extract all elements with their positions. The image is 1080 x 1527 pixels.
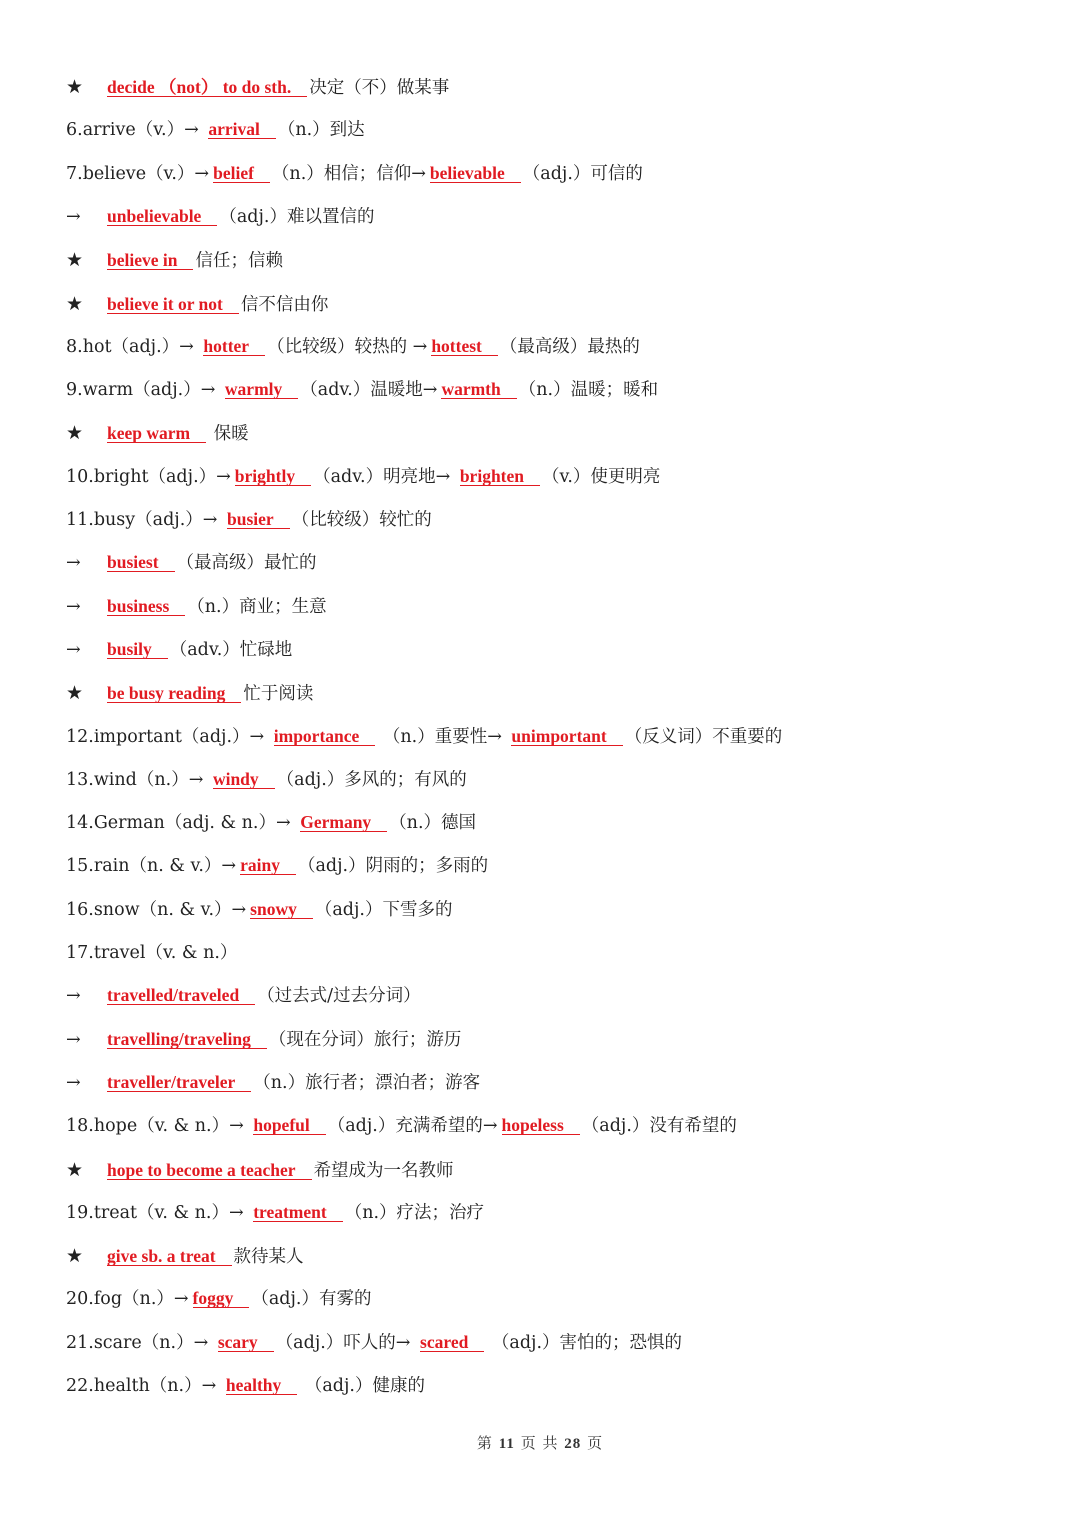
answer-blank: business	[107, 597, 185, 616]
vocab-line	[66, 1155, 454, 1185]
vocab-text: 13.wind（n.）→	[66, 769, 209, 790]
vocab-text: （adv.）明亮地→	[313, 466, 456, 487]
vocab-text: 7.believe（v.）→	[66, 163, 210, 184]
footer-label-total: 共	[542, 1434, 559, 1452]
vocab-line	[66, 548, 317, 578]
star-icon: ★	[66, 292, 84, 315]
vocab-text: 信不信由你	[240, 294, 329, 315]
vocab-line	[66, 289, 328, 319]
star-icon: ★	[66, 1158, 84, 1181]
vocab-text: 11.busy（adj.）→	[66, 510, 224, 530]
answer-blank: decide （not） to do sth.	[107, 78, 307, 97]
answer-blank: give sb. a treat	[107, 1247, 232, 1266]
answer-blank: warmly	[225, 380, 298, 399]
vocab-text: 忙于阅读	[243, 684, 314, 705]
vocab-line	[66, 1371, 425, 1401]
vocab-text: （adj.）阴雨的；多雨的	[297, 856, 489, 877]
answer-blank: believe in	[107, 251, 193, 270]
vocab-text: （n.）德国	[389, 813, 477, 834]
answer-blank: unimportant	[511, 727, 622, 746]
answer-blank: busier	[227, 510, 290, 529]
answer-blank: warmth	[441, 380, 516, 399]
footer-label-ye: 页	[520, 1434, 537, 1452]
answer-blank: believe it or not	[107, 295, 239, 314]
answer-blank: foggy	[193, 1289, 250, 1308]
answer-blank: believable	[430, 164, 521, 183]
vocab-text: 6.arrive（v.）→	[66, 120, 205, 141]
answer-blank: travelling/traveling	[107, 1030, 267, 1049]
vocab-text: （n.）商业；生意	[187, 596, 327, 617]
vocab-line	[66, 418, 249, 448]
vocab-line	[66, 722, 782, 752]
answer-blank: arrival	[208, 120, 276, 139]
vocab-text: （adj.）可信的	[522, 163, 643, 184]
vocab-text: 款待某人	[233, 1247, 304, 1268]
star-icon: ★	[66, 249, 84, 272]
vocab-line	[66, 505, 432, 535]
vocab-text: 信任；信赖	[195, 251, 283, 272]
vocab-text: 20.fog（n.）→	[66, 1289, 189, 1310]
answer-blank: traveller/traveler	[107, 1073, 251, 1092]
vocab-text: 8.hot（adj.）→	[66, 336, 200, 357]
vocab-text: 9.warm（adj.）→	[66, 380, 221, 401]
answer-blank: keep warm	[107, 424, 206, 443]
vocab-line	[66, 895, 452, 925]
vocab-text: 15.rain（n. & v.）→	[66, 856, 237, 877]
vocab-text: 希望成为一名教师	[313, 1160, 454, 1181]
answer-blank: scary	[218, 1333, 274, 1352]
vocab-line	[66, 765, 467, 795]
vocab-line	[66, 808, 476, 838]
answer-blank: be busy reading	[107, 684, 241, 703]
vocab-text: 22.health（n.）→	[66, 1376, 222, 1396]
vocab-text: （adv.）忙碌地	[169, 639, 293, 660]
answer-blank: scared	[420, 1333, 484, 1352]
vocab-text: （反义词）不重要的	[624, 726, 783, 747]
vocab-text: （n.）疗法；治疗	[344, 1202, 485, 1223]
arrow-icon: →	[66, 553, 81, 574]
vocab-text: 保暖	[208, 424, 249, 445]
vocab-text: （比较级）较热的 →	[267, 336, 428, 357]
answer-blank: windy	[213, 770, 275, 789]
answer-blank: hopeless	[502, 1116, 580, 1135]
vocab-text: （adj.）充满希望的→	[327, 1116, 498, 1137]
vocab-text: （adj.）多风的；有风的	[276, 769, 467, 790]
vocab-line	[66, 72, 449, 102]
vocab-line	[66, 938, 237, 968]
answer-blank: busiest	[107, 553, 175, 572]
answer-blank: travelled/traveled	[107, 986, 255, 1005]
vocab-text: 12.important（adj.）→	[66, 726, 270, 747]
star-icon: ★	[66, 1245, 84, 1268]
arrow-icon: →	[66, 596, 81, 617]
vocab-line	[66, 1111, 737, 1141]
footer-label-page: 第	[476, 1434, 493, 1452]
vocab-line	[66, 202, 374, 232]
vocab-line	[66, 592, 327, 622]
vocab-line	[66, 1068, 480, 1098]
vocab-text: 21.scare（n.）→	[66, 1332, 214, 1353]
vocab-line	[66, 159, 643, 189]
vocab-text: 16.snow（n. & v.）→	[66, 899, 247, 920]
star-icon: ★	[66, 76, 84, 98]
answer-blank: unbelievable	[107, 207, 217, 226]
arrow-icon: →	[66, 1029, 81, 1050]
answer-blank: belief	[213, 164, 270, 183]
star-icon: ★	[66, 422, 84, 445]
vocab-line	[66, 1284, 372, 1314]
vocab-text: （n.）温暖；暖和	[518, 380, 659, 401]
vocab-line	[66, 332, 640, 362]
answer-blank: snowy	[250, 900, 313, 919]
vocab-line	[66, 981, 421, 1011]
answer-blank: hope to become a teacher	[107, 1161, 312, 1180]
vocab-text: 18.hope（v. & n.）→	[66, 1116, 250, 1137]
vocab-text: （n.）相信；信仰→	[271, 163, 426, 184]
answer-blank: brightly	[235, 467, 311, 486]
vocab-text: （adj.）下雪多的	[314, 899, 453, 920]
page-footer	[0, 1432, 1080, 1453]
vocab-line	[66, 245, 283, 275]
vocab-line	[66, 1328, 682, 1358]
vocab-text: （过去式/过去分词）	[257, 986, 421, 1007]
vocab-text: （adj.）吓人的→	[275, 1332, 417, 1353]
arrow-icon: →	[66, 639, 81, 660]
vocab-text: （最高级）最忙的	[176, 553, 317, 574]
answer-blank: hottest	[431, 337, 498, 356]
vocab-text: （adj.）有雾的	[251, 1289, 372, 1310]
answer-blank: hopeful	[253, 1116, 325, 1135]
vocab-line	[66, 678, 313, 708]
vocab-text: 14.German（adj. & n.）→	[66, 813, 297, 834]
arrow-icon: →	[66, 1072, 81, 1093]
vocab-line	[66, 1025, 461, 1055]
vocab-text: 17.travel（v. & n.）	[66, 943, 238, 963]
answer-blank: brighten	[460, 467, 540, 486]
vocab-line	[66, 462, 660, 492]
total-page-number: 28	[564, 1436, 582, 1452]
vocab-text: （adj.）难以置信的	[219, 206, 375, 227]
vocab-text: （n.）重要性→	[377, 726, 508, 747]
answer-blank: rainy	[240, 856, 296, 875]
vocab-text: （v.）使更明亮	[542, 466, 661, 487]
answer-blank: busily	[107, 640, 168, 659]
arrow-icon: →	[66, 986, 81, 1007]
vocab-line	[66, 851, 488, 881]
vocab-text: 决定（不）做某事	[309, 78, 450, 98]
vocab-text: （adj.）害怕的；恐惧的	[486, 1332, 683, 1353]
vocab-text: （adj.）没有希望的	[581, 1116, 737, 1137]
answer-blank: healthy	[226, 1376, 297, 1395]
vocab-text: （比较级）较忙的	[291, 510, 432, 530]
footer-label-ye2: 页	[587, 1434, 604, 1452]
vocab-text: 19.treat（v. & n.）→	[66, 1202, 250, 1223]
answer-blank: treatment	[253, 1203, 343, 1222]
vocab-text: （最高级）最热的	[499, 336, 640, 357]
vocab-text: （现在分词）旅行；游历	[268, 1029, 462, 1050]
vocab-line	[66, 375, 658, 405]
star-icon: ★	[66, 682, 84, 705]
answer-blank: hotter	[203, 337, 265, 356]
vocab-text: 10.bright（adj.）→	[66, 466, 231, 487]
answer-blank: importance	[274, 727, 376, 746]
vocab-text: （n.）到达	[277, 120, 365, 141]
vocab-text: （adj.）健康的	[299, 1376, 425, 1396]
current-page-number: 11	[498, 1436, 515, 1452]
vocab-line	[66, 1241, 304, 1271]
arrow-icon: →	[66, 206, 81, 227]
vocab-text: （n.）旅行者；漂泊者；游客	[253, 1072, 481, 1093]
vocab-line	[66, 1198, 484, 1228]
answer-blank: Germany	[300, 813, 387, 832]
vocab-line	[66, 115, 365, 145]
vocab-text: （adv.）温暖地→	[300, 380, 438, 401]
vocab-line	[66, 635, 292, 665]
